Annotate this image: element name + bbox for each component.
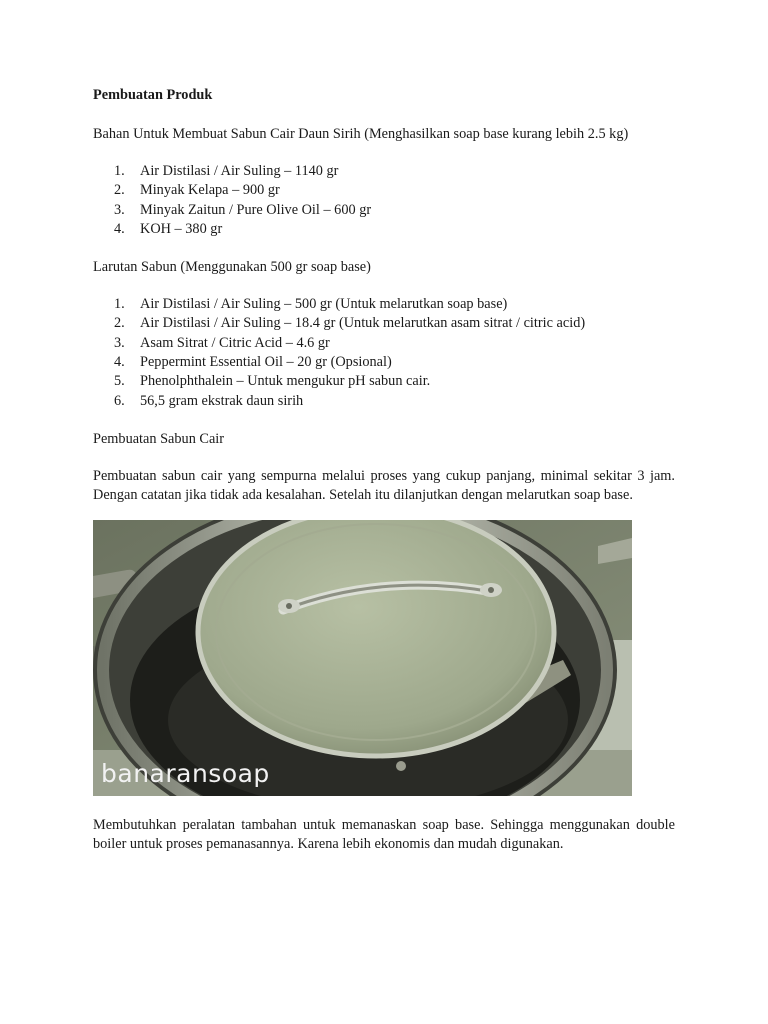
list-number: 1. xyxy=(114,162,125,179)
page-heading: Pembuatan Produk xyxy=(93,87,213,103)
list-text: Air Distilasi / Air Suling – 18.4 gr (Untuk melarutkan asam sitrat / citric acid) xyxy=(140,315,586,332)
process-paragraph: Pembuatan sabun cair yang sempurna melalui proses yang cukup panjang, minimal sekitar 3 jam. Dengan catatan jika tidak ada kesalahan. Setelah itu dilanjutkan dengan melarutkan soap base. xyxy=(93,467,675,504)
list-number: 4. xyxy=(114,221,125,238)
ingredients-title: Bahan Untuk Membuat Sabun Cair Daun Sirih (Menghasilkan soap base kurang lebih 2.5 kg) xyxy=(93,126,629,143)
list-text: Peppermint Essential Oil – 20 gr (Opsional) xyxy=(140,354,392,371)
document-body xyxy=(93,86,675,854)
list-item xyxy=(93,353,675,372)
list-item xyxy=(93,372,675,391)
process-title: Pembuatan Sabun Cair xyxy=(93,431,225,448)
photo-watermark: banaransoap xyxy=(101,758,270,788)
list-item xyxy=(93,181,675,200)
ingredients-list xyxy=(93,162,675,240)
list-number: 3. xyxy=(114,334,125,351)
list-text: Phenolphthalein – Untuk mengukur pH sabun cair. xyxy=(140,373,431,390)
list-text: Air Distilasi / Air Suling – 1140 gr xyxy=(140,162,339,179)
list-item xyxy=(93,334,675,353)
list-item xyxy=(93,201,675,220)
list-number: 4. xyxy=(114,354,125,371)
closing-paragraph: Membutuhkan peralatan tambahan untuk memanaskan soap base. Sehingga menggunakan double boiler untuk proses pemanasannya. Karena lebih ekonomis dan mudah digunakan. xyxy=(93,816,675,852)
list-number: 1. xyxy=(114,295,125,312)
list-text: Asam Sitrat / Citric Acid – 4.6 gr xyxy=(140,334,330,351)
list-number: 6. xyxy=(114,392,125,409)
double-boiler-photo xyxy=(93,520,632,796)
list-item xyxy=(93,295,675,314)
list-text: Minyak Zaitun / Pure Olive Oil – 600 gr xyxy=(140,201,372,218)
list-item xyxy=(93,220,675,239)
pot-illustration xyxy=(93,520,632,796)
list-text: Minyak Kelapa – 900 gr xyxy=(140,182,280,199)
list-number: 5. xyxy=(114,373,125,390)
list-text: 56,5 gram ekstrak daun sirih xyxy=(140,392,304,409)
list-text: KOH – 380 gr xyxy=(140,221,223,238)
list-text: Air Distilasi / Air Suling – 500 gr (Untuk melarutkan soap base) xyxy=(140,295,508,312)
list-number: 2. xyxy=(114,182,125,199)
solution-list xyxy=(93,295,675,411)
list-item xyxy=(93,314,675,333)
list-item xyxy=(93,162,675,181)
list-item xyxy=(93,392,675,411)
solution-title: Larutan Sabun (Menggunakan 500 gr soap base) xyxy=(93,259,371,276)
list-number: 2. xyxy=(114,315,125,332)
list-number: 3. xyxy=(114,201,125,218)
